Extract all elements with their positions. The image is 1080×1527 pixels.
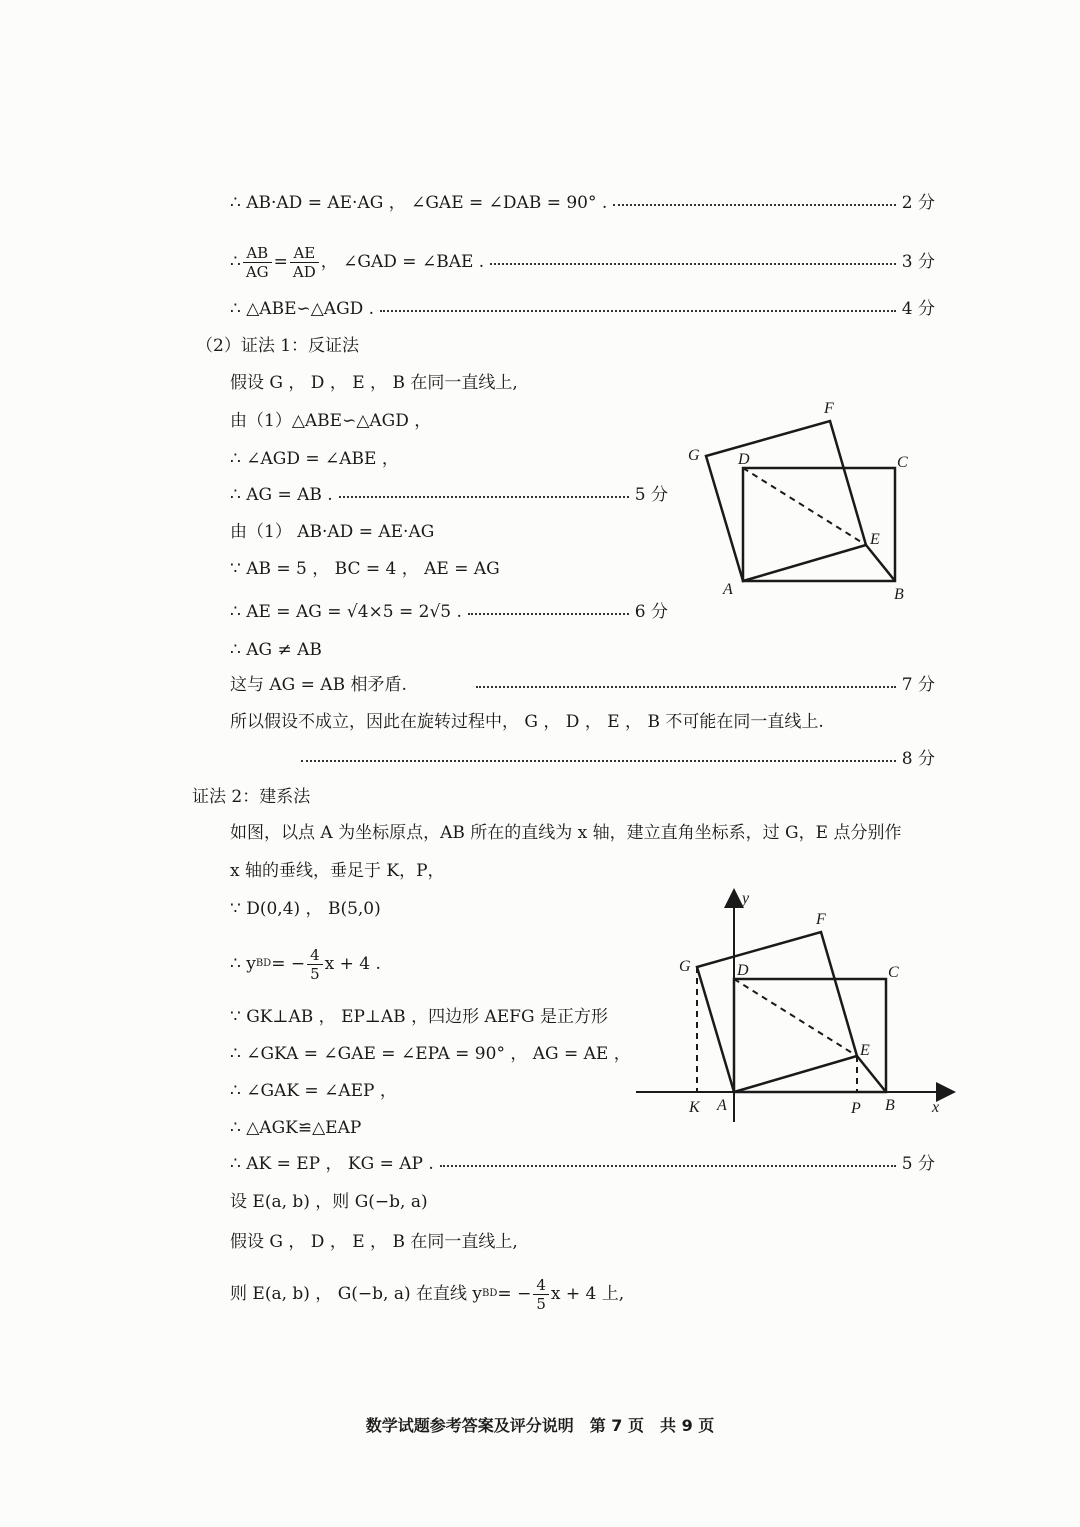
proof1-row-7pts	[230, 672, 935, 698]
proof1-heading: （2）证法 1：反证法	[196, 336, 360, 356]
segment-eb	[857, 1056, 886, 1092]
score-leader	[440, 1165, 896, 1167]
figure2-shapes	[636, 892, 952, 1122]
score-label: 6 分	[634, 602, 668, 622]
label-d: D	[738, 451, 750, 468]
page-footer: 数学试题参考答案及评分说明 第 7 页 共 9 页	[365, 1416, 715, 1435]
line-1-row	[230, 190, 935, 216]
rectangle-abcd	[734, 979, 886, 1092]
fraction-4-5: $\frac{4}{5}$	[533, 1276, 549, 1313]
line-2-text: ， ∠GAD = ∠BAE .	[320, 252, 485, 272]
label-k: K	[689, 1099, 700, 1116]
label-c: C	[888, 964, 899, 981]
label-g: G	[688, 447, 700, 464]
proof2-line: 假设 G ， D ， E ， B 在同一直线上,	[230, 1232, 518, 1252]
proof1-line: ∵ AB = 5 ， BC = 4 ， AE = AG	[230, 559, 500, 579]
figure-2-diagram	[630, 880, 960, 1130]
score-leader	[490, 263, 896, 265]
score-label: 5 分	[634, 485, 668, 505]
proof2-line: ∵ GK⊥AB ， EP⊥AB ，四边形 AEFG 是正方形	[230, 1007, 608, 1027]
proof1-line: ∴ AE = AG = √4×5 = 2√5 .	[230, 602, 462, 622]
proof1-line: 所以假设不成立，因此在旋转过程中， G ， D ， E ， B 不可能在同一直线上.	[230, 712, 824, 732]
score-leader	[339, 496, 629, 498]
segment-eb	[866, 545, 895, 581]
rectangle-abcd	[743, 468, 895, 581]
square-aefg	[706, 421, 866, 581]
proof2-line-ybd: ∴ y BD = − $\frac{4}{5}$ x + 4 .	[230, 945, 381, 983]
square-aefg	[697, 932, 857, 1092]
label-e: E	[870, 531, 880, 548]
proof1-row-5pts	[230, 482, 668, 508]
label-b: B	[894, 586, 904, 603]
label-c: C	[897, 454, 908, 471]
line-2-row: ∴ $\frac{AB}{AG}$ = $\frac{AE}{AD}$ ， ∠GAD = ∠BAE . 3 分	[230, 243, 935, 281]
line-3-row	[230, 296, 935, 322]
label-a: A	[717, 1097, 727, 1114]
line-3-text: ∴ △ABE∽△AGD .	[230, 299, 375, 319]
proof1-line: ∴ ∠AGD = ∠ABE ，	[230, 449, 399, 469]
figure1-shapes	[706, 421, 895, 581]
score-leader	[468, 613, 629, 615]
proof2-line: 设 E(a, b) ，则 G(−b, a)	[230, 1192, 428, 1212]
score-label: 3 分	[901, 252, 935, 272]
proof2-line-assume: 则 E(a, b) ， G(−b, a) 在直线 y BD = − $\frac{4}{5}$ x + 4 上,	[230, 1275, 625, 1313]
proof1-line: ∴ AG ≠ AB	[230, 640, 322, 660]
score-leader	[613, 204, 895, 206]
score-label: 7 分	[901, 675, 935, 695]
label-d: D	[737, 962, 749, 979]
score-leader	[476, 686, 896, 688]
proof1-line: 由（1）△ABE∽△AGD ，	[230, 411, 432, 431]
label-b: B	[885, 1097, 895, 1114]
fraction-ab-ag: $\frac{AB}{AG}$	[243, 244, 272, 281]
score-leader	[301, 760, 896, 762]
label-f: F	[824, 400, 834, 417]
proof2-line: ∴ ∠GAK = ∠AEP ，	[230, 1081, 397, 1101]
label-y: y	[742, 890, 750, 907]
figure-1-diagram	[680, 395, 920, 605]
label-e: E	[860, 1042, 870, 1059]
score-label: 8 分	[901, 749, 935, 769]
proof2-line: x 轴的垂线，垂足于 K，P，	[230, 861, 445, 881]
proof1-line: ∴ AG = AB .	[230, 485, 333, 505]
score-label: 5 分	[901, 1154, 935, 1174]
proof1-row-6pts	[230, 599, 668, 625]
score-leader	[380, 310, 896, 312]
proof1-row-8pts	[295, 746, 935, 772]
proof1-line: 由（1） AB·AD = AE·AG	[230, 522, 435, 542]
proof2-line: ∴ AK = EP ， KG = AP .	[230, 1154, 434, 1174]
proof2-line: ∴ △AGK≌△EAP	[230, 1118, 362, 1138]
label-g: G	[679, 958, 691, 975]
score-label: 2 分	[901, 193, 935, 213]
proof2-line: ∵ D(0,4) ， B(5,0)	[230, 899, 381, 919]
proof2-line: ∴ ∠GKA = ∠GAE = ∠EPA = 90° ， AG = AE ，	[230, 1044, 631, 1064]
proof1-line: 这与 AG = AB 相矛盾.	[230, 675, 407, 695]
line-1-text: ∴ AB·AD = AE·AG ， ∠GAE = ∠DAB = 90° .	[230, 193, 608, 213]
label-p: P	[851, 1100, 861, 1117]
label-f: F	[816, 911, 826, 928]
proof2-line: 如图，以点 A 为坐标原点，AB 所在的直线为 x 轴，建立直角坐标系，过 G，E 点分别作	[230, 823, 902, 843]
proof1-line: 假设 G ， D ， E ， B 在同一直线上,	[230, 373, 518, 393]
fraction-4-5: $\frac{4}{5}$	[307, 946, 323, 983]
label-x: x	[932, 1099, 940, 1116]
proof2-row-5pts	[230, 1151, 935, 1177]
score-label: 4 分	[901, 299, 935, 319]
label-a: A	[723, 581, 733, 598]
proof2-heading: 证法 2：建系法	[192, 787, 311, 807]
fraction-ae-ad: $\frac{AE}{AD}$	[290, 244, 319, 281]
